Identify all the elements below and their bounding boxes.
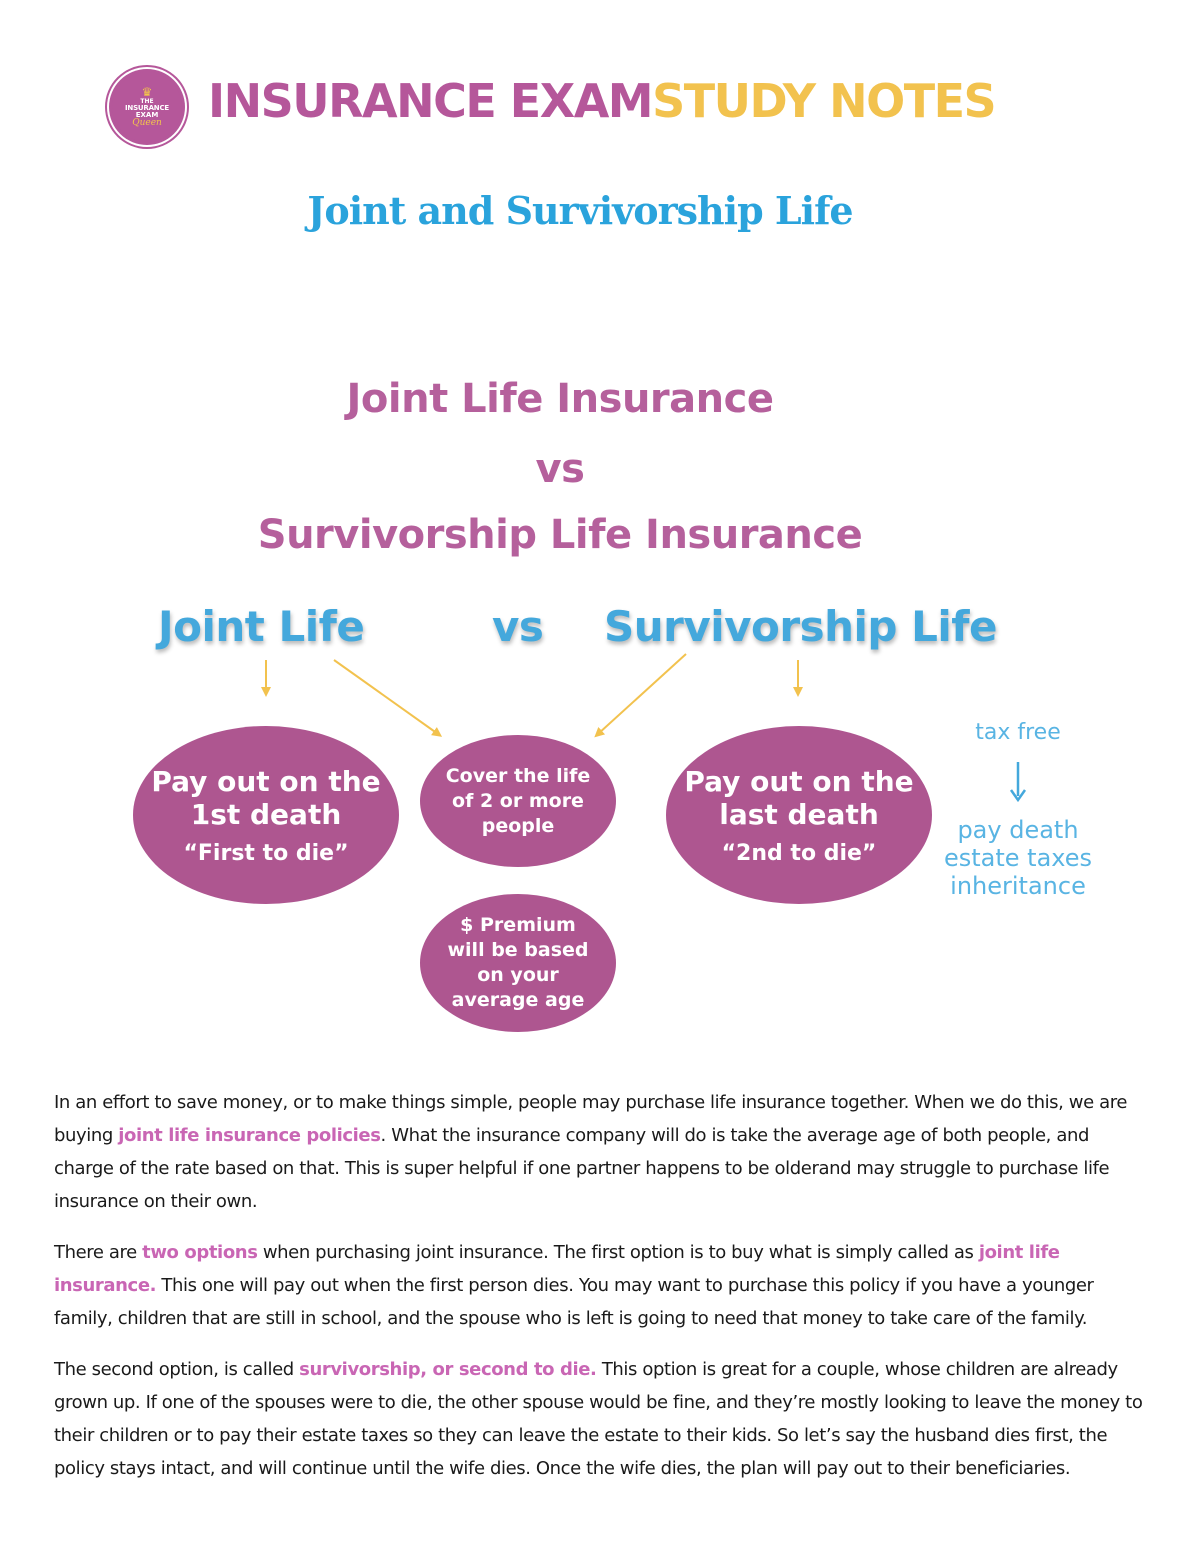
ellipse-right-line2: last death (719, 797, 879, 831)
p2-text-a: There are (54, 1242, 143, 1263)
ellipse-center-line1: Cover the life (445, 764, 591, 787)
page-title (208, 74, 995, 128)
ellipse-cover-two-people (420, 735, 616, 867)
comparison-diagram (0, 370, 1200, 1050)
p2-text-b: when purchasing joint insurance. The first option is to buy what is simply called as (257, 1242, 979, 1263)
p1-text-a: In an effort to save money, or to make things simple, people may purchase life insurance together. When we do this, we are buying (54, 1092, 1128, 1146)
arrow-survivorship-to-center (598, 654, 686, 734)
crown-icon: ♛ (141, 85, 153, 99)
ellipse-center-line2: of 2 or more (452, 789, 584, 812)
paragraph-3 (54, 1353, 1144, 1485)
ellipse-premium-average-age (420, 894, 616, 1032)
diagram-heading-1: Joint Life Insurance (346, 376, 774, 422)
p3-highlight: survivorship, or second to die. (299, 1359, 597, 1380)
ellipse-first-to-die (133, 726, 399, 904)
estate-tax-note (928, 816, 1108, 900)
vs-label: vs (492, 602, 544, 651)
paragraph-1 (54, 1086, 1144, 1218)
ellipse-bottom-line1: $ Premium (460, 914, 576, 936)
ellipse-bottom-line3: on your (477, 964, 559, 986)
title-part-2: STUDY NOTES (652, 74, 996, 128)
ellipse-second-to-die (666, 726, 932, 904)
paragraph-2 (54, 1236, 1144, 1335)
p2-text-c: This one will pay out when the first person dies. You may want to purchase this policy if you have a younger family, children that are still in school, and the spouse who is left is going to need that money to take care of the family. (54, 1275, 1094, 1329)
diagram-heading-2: Survivorship Life Insurance (257, 512, 863, 558)
ellipse-left-line1: Pay out on the (151, 764, 381, 798)
logo-text-1: THE (140, 98, 154, 105)
arrow-joint-to-center (334, 660, 438, 734)
ellipse-bottom-line2: will be based (447, 939, 589, 961)
p2-highlight-2: joint life insurance. (54, 1242, 1060, 1296)
tax-free-note: tax free (975, 720, 1061, 745)
ellipse-left-line2: 1st death (190, 797, 342, 831)
side-note-line3: inheritance (950, 872, 1086, 900)
page-subtitle: Joint and Survivorship Life (307, 188, 853, 233)
ellipse-left-quote: “First to die” (183, 840, 349, 866)
title-part-1: INSURANCE EXAM (208, 74, 653, 128)
logo-text-4: Queen (132, 118, 162, 128)
article-body (54, 1086, 1144, 1503)
p1-highlight: joint life insurance policies (118, 1125, 381, 1146)
insurance-exam-queen-logo (112, 72, 182, 142)
side-note-line2: estate taxes (943, 844, 1093, 872)
ellipse-right-quote: “2nd to die” (721, 840, 877, 866)
header (0, 62, 1200, 152)
side-note-line1: pay death (957, 816, 1079, 844)
logo-text-3: EXAM (135, 111, 159, 119)
logo-text-2: INSURANCE (125, 104, 169, 112)
ellipse-right-line1: Pay out on the (684, 764, 914, 798)
ellipse-center-line3: people (481, 814, 555, 837)
joint-life-label: Joint Life (158, 602, 365, 651)
survivorship-life-label: Survivorship Life (604, 602, 997, 651)
p3-text-b: This option is great for a couple, whose children are already grown up. If one of the spouses were to die, the other spouse would be fine, and they’re mostly looking to leave the money to their children or to pay their estate taxes so they can leave the estate to their kids. So let’s say the husband dies first, the policy stays intact, and will continue until the wife dies. Once the wife dies, the plan will pay out to their beneficiaries. (54, 1359, 1143, 1479)
p1-text-b: . What the insurance company will do is take the average age of both people, and charge of the rate based on that. This is super helpful if one partner happens to be olderand may struggle to purchase life insurance on their own. (54, 1125, 1110, 1212)
p2-highlight-1: two options (142, 1242, 258, 1263)
p3-text-a: The second option, is called (54, 1359, 300, 1380)
diagram-heading-vs: vs (535, 446, 585, 492)
ellipse-bottom-line4: average age (451, 989, 585, 1011)
